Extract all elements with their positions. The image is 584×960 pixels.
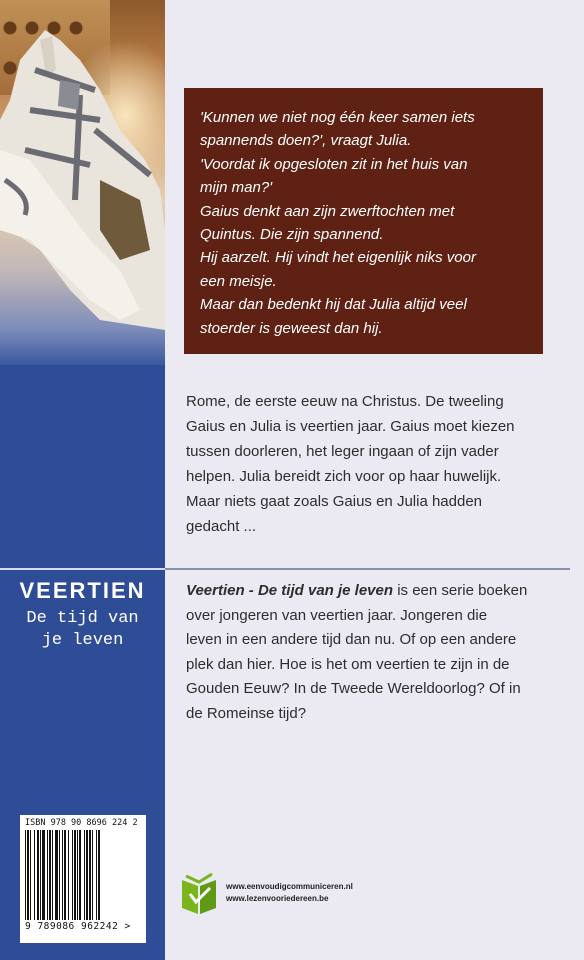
desc-line: leven in een andere tijd dan nu. Of op een andere [186, 631, 517, 649]
quote-line: 'Voordat ik opgesloten zit in het huis van [200, 155, 468, 173]
quote-line: Hij aarzelt. Hij vindt het eigenlijk niks voor [200, 249, 476, 267]
blurb-line: gedacht ... [186, 518, 257, 535]
quote-line: Gaius denkt aan zijn zwerftochten met [200, 202, 455, 220]
series-name-emphasis: Veertien - De tijd van je leven [186, 582, 394, 599]
quote-line: stoerder is geweest dan hij. [200, 319, 383, 337]
series-title: VEERTIEN [19, 578, 146, 603]
barcode [20, 815, 146, 943]
section-divider-spine [0, 568, 165, 570]
book-check-logo-icon [180, 870, 218, 916]
series-description [186, 579, 570, 727]
quote-line: een meisje. [200, 272, 277, 290]
cover-photo-horse [0, 0, 165, 365]
isbn-label: ISBN 978 90 8696 224 2 [25, 818, 138, 828]
blurb-line: helpen. Julia bereidt zich voor op haar huwelijk. [186, 468, 502, 485]
desc-line [186, 579, 570, 604]
blurb-line: Gaius en Julia is veertien jaar. Gaius moet kiezen [186, 418, 515, 435]
series-subtitle-line1: De tijd van [26, 609, 139, 628]
spine-column [0, 0, 165, 960]
quote-line: mijn man?' [200, 179, 273, 197]
quote-box [184, 88, 543, 354]
series-subtitle-line2: je leven [41, 631, 124, 650]
desc-line: de Romeinse tijd? [186, 704, 307, 722]
series-logo [0, 578, 165, 652]
quote-line: Quintus. Die zijn spannend. [200, 226, 384, 244]
horse-image [0, 0, 165, 365]
blurb-line: tussen doorleren, het leger ingaan of zijn vader [186, 443, 499, 460]
quote-line: 'Kunnen we niet nog één keer samen iets [200, 109, 475, 126]
desc-first-rest: is een serie boeken [393, 582, 528, 599]
quote-line: Maar dan bedenkt hij dat Julia altijd veel [200, 296, 467, 314]
desc-line: over jongeren van veertien jaar. Jongeren die [186, 606, 488, 624]
publisher-url-nl[interactable]: www.eenvoudigcommuniceren.nl [226, 882, 353, 891]
blurb-line: Rome, de eerste eeuw na Christus. De tweeling [186, 393, 504, 410]
quote-line: spannends doen?', vraagt Julia. [200, 132, 412, 150]
blurb-text [186, 389, 568, 539]
barcode-bars [25, 830, 141, 920]
desc-line: plek dan hier. Hoe is het om veertien te zijn in de [186, 655, 510, 673]
blurb-line: Maar niets gaat zoals Gaius en Julia hadden [186, 493, 483, 510]
desc-line: Gouden Eeuw? In de Tweede Wereldoorlog? Of in [186, 680, 521, 698]
barcode-digits: 9 789086 962242 > [25, 921, 131, 932]
publisher-url-be[interactable]: www.lezenvooriedereen.be [226, 894, 329, 903]
publisher-block [180, 868, 353, 918]
